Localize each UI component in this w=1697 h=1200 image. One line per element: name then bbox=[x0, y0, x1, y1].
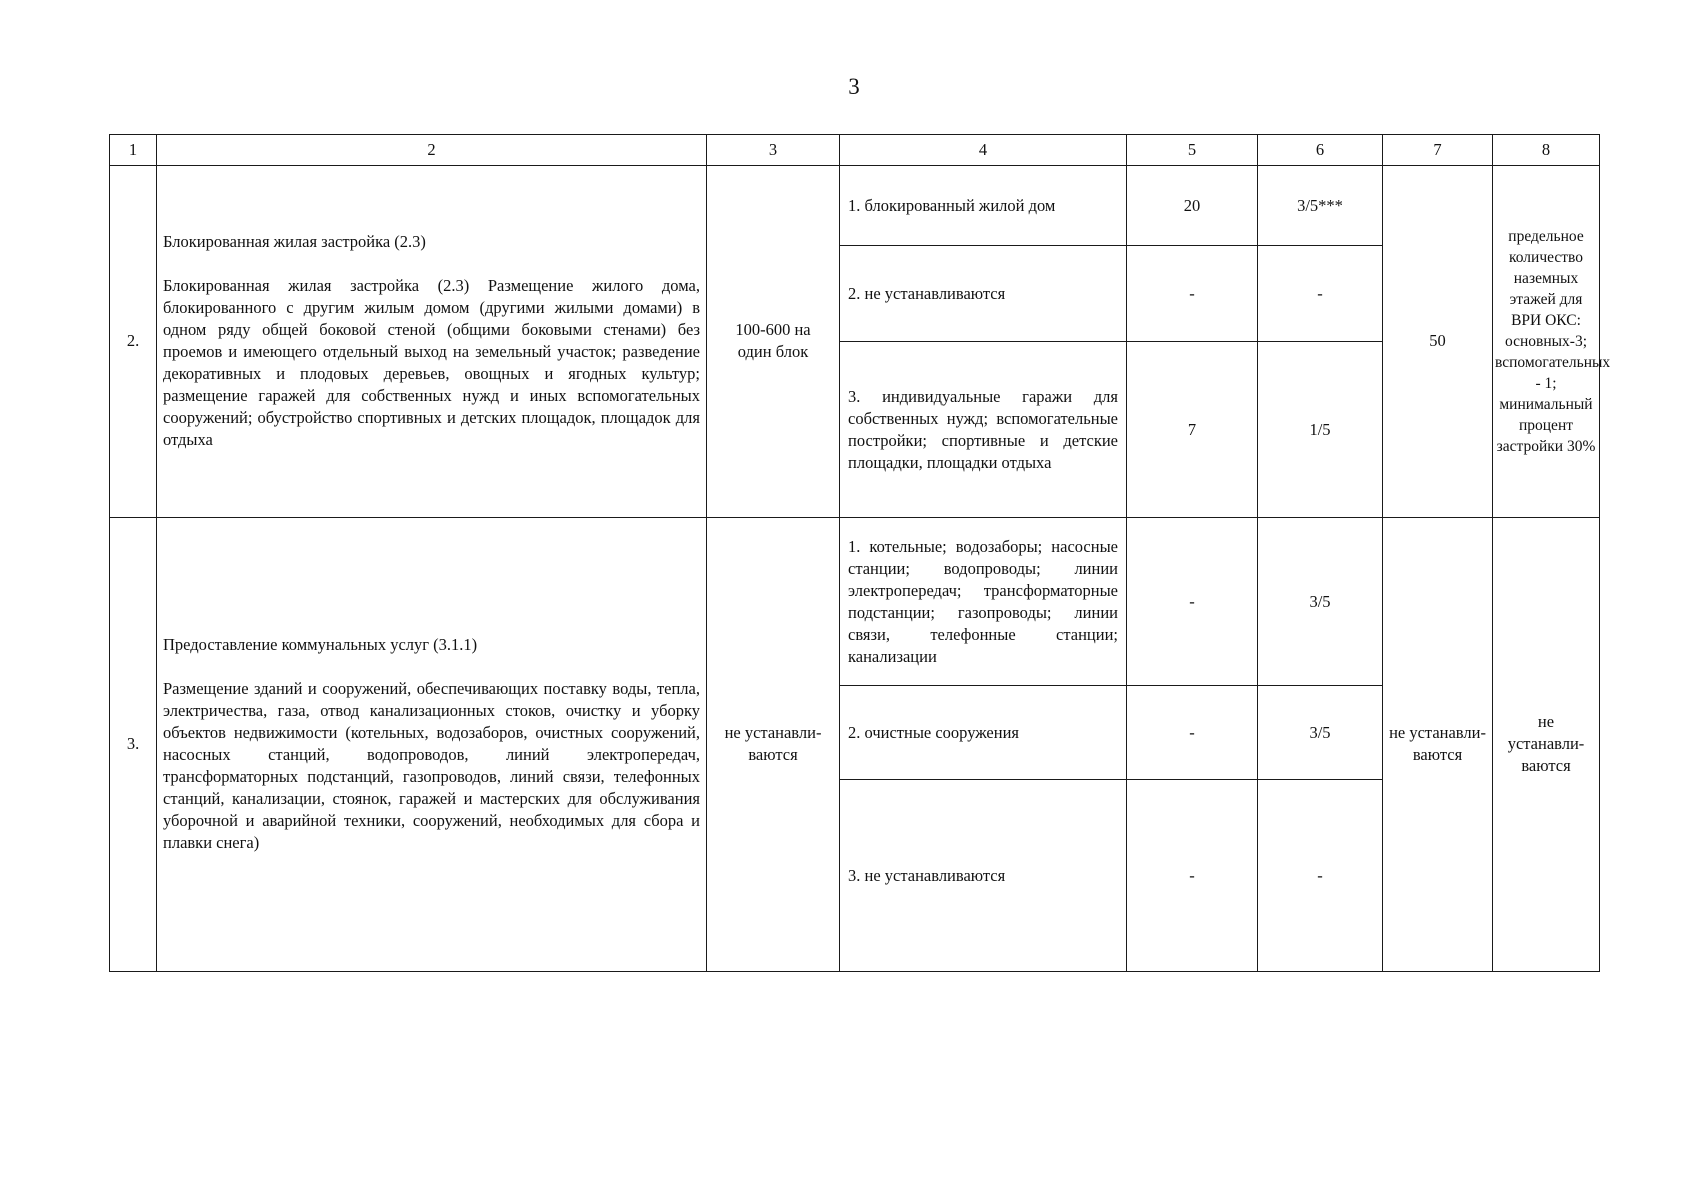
header-cell: 4 bbox=[840, 135, 1127, 166]
col6-value: 1/5 bbox=[1258, 342, 1383, 517]
col8-value: предельное количество наземных этажей для ВРИ ОКС: основных-3; вспомогательных - 1; минимальный процент застройки 30% bbox=[1493, 166, 1600, 518]
oks-type: 2. очистные сооружения bbox=[840, 686, 1127, 780]
header-cell: 1 bbox=[110, 135, 157, 166]
use-title: Блокированная жилая застройка (2.3) bbox=[163, 232, 426, 252]
col6-value: - bbox=[1258, 780, 1383, 972]
header-row bbox=[110, 135, 1600, 166]
plot-area: 100-600 на один блок bbox=[707, 166, 840, 518]
col5-value: - bbox=[1127, 780, 1258, 972]
oks-type: 3. не устанавливаются bbox=[840, 780, 1127, 972]
col8-value: не устанавли-ваются bbox=[1493, 517, 1600, 971]
use-description: Блокированная жилая застройка (2.3) Размещение жилого дома, блокированного с другим жилым домом (другими жилыми домами) в одном ряду общей боковой стеной (общими боковыми стенами) без проемов и имеющего отдельный выход на земельный участок; разведение декоративных и плодовых деревьев, овощных и ягодных культур; размещение гаражей для собственных нужд и иных вспомогательных сооружений; обустройство спортивных и детских площадок, площадок для отдыха bbox=[163, 276, 700, 450]
oks-type: 1. котельные; водозаборы; насосные станции; водопроводы; линии электропередач; трансформаторные подстанции; газопроводы; линии связи, телефонные станции; канализации bbox=[840, 517, 1127, 685]
header-cell: 6 bbox=[1258, 135, 1383, 166]
col5-value: - bbox=[1127, 517, 1258, 685]
col6-value: 3/5*** bbox=[1258, 166, 1383, 246]
col7-value: не устанавли-ваются bbox=[1383, 517, 1493, 971]
col6-value: - bbox=[1258, 246, 1383, 342]
use-title: Предоставление коммунальных услуг (3.1.1) bbox=[163, 635, 478, 655]
oks-type: 1. блокированный жилой дом bbox=[840, 166, 1127, 246]
header-cell: 5 bbox=[1127, 135, 1258, 166]
col5-value: 7 bbox=[1127, 342, 1258, 517]
col5-value: - bbox=[1127, 686, 1258, 780]
page-number: 3 bbox=[848, 74, 860, 99]
oks-type: 3. индивидуальные гаражи для собственных нужд; вспомогательные постройки; спортивные и детские площадки, площадки отдыха bbox=[840, 342, 1127, 517]
plot-area: не устанавли-ваются bbox=[707, 517, 840, 971]
table-row bbox=[110, 517, 1600, 685]
header-cell: 8 bbox=[1493, 135, 1600, 166]
use-description-cell bbox=[157, 166, 707, 518]
use-description-cell bbox=[157, 517, 707, 971]
col6-value: 3/5 bbox=[1258, 517, 1383, 685]
header-cell: 3 bbox=[707, 135, 840, 166]
use-description: Размещение зданий и сооружений, обеспечивающих поставку воды, тепла, электричества, газа, отвод канализационных стоков, очистку и уборку объектов недвижимости (котельных, водозаборов, очистных сооружений, насосных станций, водопроводов, линий электропередач, трансформаторных подстанций, газопроводов, линий связи, телефонных станций, канализации, стоянок, гаражей и мастерских для обслуживания уборочной и аварийной техники, сооружений, необходимых для сбора и плавки снега) bbox=[163, 679, 700, 853]
col7-value: 50 bbox=[1383, 166, 1493, 518]
col5-value: 20 bbox=[1127, 166, 1258, 246]
oks-type: 2. не устанавливаются bbox=[840, 246, 1127, 342]
table-row bbox=[110, 166, 1600, 246]
col5-value: - bbox=[1127, 246, 1258, 342]
row-number: 2. bbox=[110, 166, 157, 518]
col6-value: 3/5 bbox=[1258, 686, 1383, 780]
zoning-table bbox=[109, 134, 1611, 972]
header-cell: 7 bbox=[1383, 135, 1493, 166]
header-cell: 2 bbox=[157, 135, 707, 166]
row-number: 3. bbox=[110, 517, 157, 971]
